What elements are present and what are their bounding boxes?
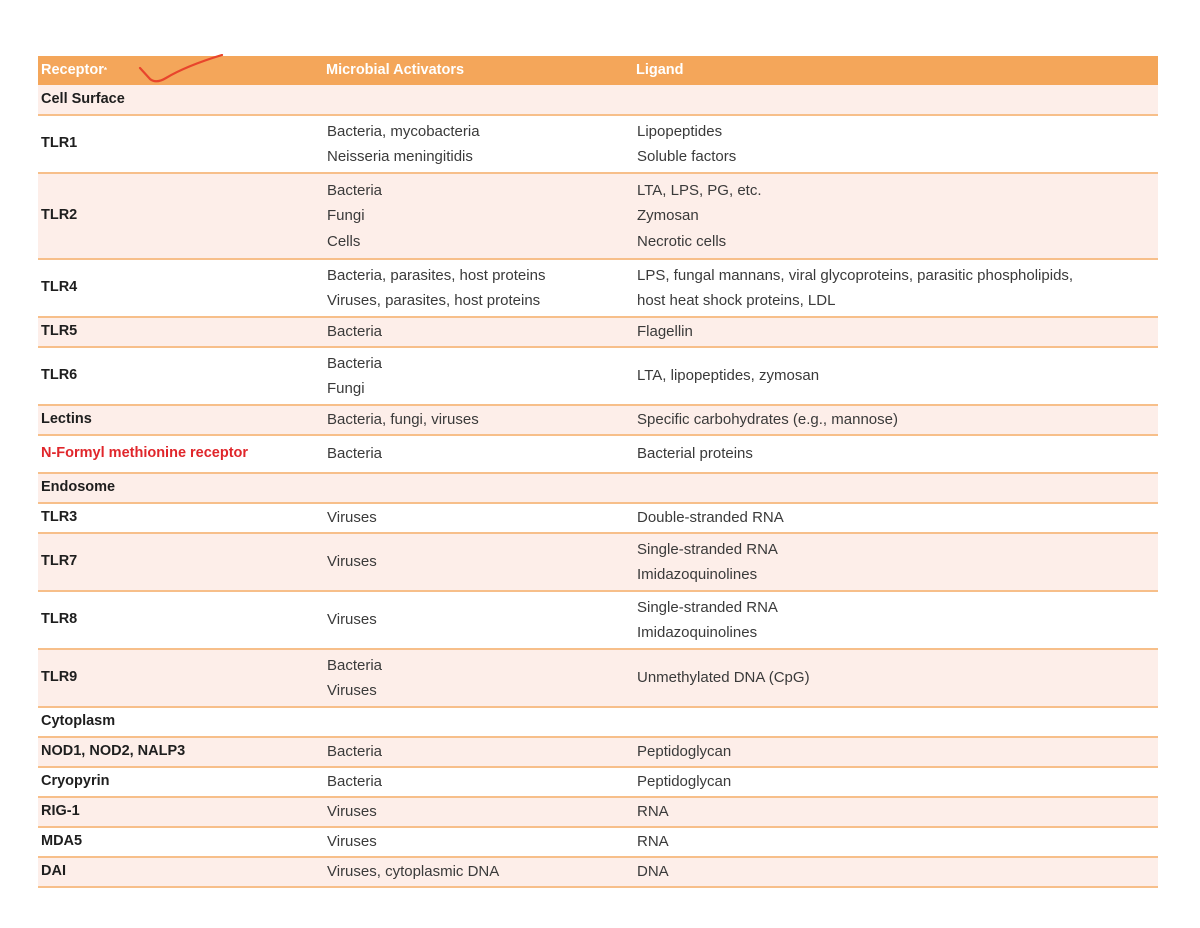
receptor-name: NOD1, NOD2, NALP3 bbox=[38, 737, 323, 767]
activator-cell bbox=[323, 797, 633, 827]
ligand-line: Peptidoglycan bbox=[637, 743, 732, 761]
ligand-line: Double-stranded RNA bbox=[637, 509, 784, 527]
ligand-line: RNA bbox=[637, 803, 669, 821]
ligand-line: Lipopeptides bbox=[637, 122, 723, 140]
ligand-line: LTA, lipopeptides, zymosan bbox=[637, 367, 820, 385]
activator-cell bbox=[323, 737, 633, 767]
ligand-line: Imidazoquinolines bbox=[637, 566, 758, 583]
ligand-cell bbox=[633, 827, 1158, 857]
ligand-cell bbox=[633, 115, 1158, 173]
receptor-name: TLR7 bbox=[38, 533, 323, 591]
ligand-line: Soluble factors bbox=[637, 148, 737, 165]
activator-cell bbox=[323, 503, 633, 533]
activator-cell bbox=[323, 347, 633, 405]
activator-cell bbox=[323, 649, 633, 707]
activator-line: Bacteria bbox=[327, 445, 383, 463]
activator-line: Viruses bbox=[327, 682, 377, 699]
activator-line: Viruses, parasites, host proteins bbox=[327, 292, 541, 309]
ligand-line: Specific carbohydrates (e.g., mannose) bbox=[637, 411, 898, 429]
table-row bbox=[38, 533, 1158, 591]
receptor-table bbox=[38, 56, 1158, 888]
receptor-name: TLR1 bbox=[38, 115, 323, 173]
receptor-name: Lectins bbox=[38, 405, 323, 435]
ligand-line: Flagellin bbox=[637, 323, 693, 341]
activator-line: Bacteria bbox=[327, 743, 383, 761]
ligand-cell bbox=[633, 405, 1158, 435]
table-row bbox=[38, 347, 1158, 405]
ligand-line: RNA bbox=[637, 833, 669, 851]
receptor-name: Cryopyrin bbox=[38, 767, 323, 797]
table-row bbox=[38, 503, 1158, 533]
ligand-line: Necrotic cells bbox=[637, 232, 727, 250]
header-receptor bbox=[38, 56, 323, 85]
ligand-line: Zymosan bbox=[637, 207, 699, 225]
activator-cell bbox=[323, 827, 633, 857]
header-ligand: Ligand bbox=[633, 56, 1158, 85]
ligand-cell bbox=[633, 533, 1158, 591]
table-row bbox=[38, 115, 1158, 173]
table-row bbox=[38, 797, 1158, 827]
section-label: Endosome bbox=[38, 473, 1158, 503]
table-header-row bbox=[38, 56, 1158, 85]
activator-cell bbox=[323, 857, 633, 887]
section-label: Cytoplasm bbox=[38, 707, 1158, 737]
ligand-cell bbox=[633, 317, 1158, 347]
ligand-line: Single-stranded RNA bbox=[637, 540, 778, 558]
table-row bbox=[38, 737, 1158, 767]
receptor-name: MDA5 bbox=[38, 827, 323, 857]
receptor-name: TLR3 bbox=[38, 503, 323, 533]
activator-cell bbox=[323, 115, 633, 173]
activator-line: Bacteria, mycobacteria bbox=[327, 122, 480, 140]
ligand-line: LPS, fungal mannans, viral glycoproteins, parasitic phospholipids, bbox=[637, 266, 1074, 284]
activator-line: Neisseria meningitidis bbox=[327, 148, 473, 165]
receptor-name: TLR5 bbox=[38, 317, 323, 347]
activator-cell bbox=[323, 767, 633, 797]
ligand-line: DNA bbox=[637, 863, 669, 881]
activator-line: Fungi bbox=[327, 380, 365, 397]
ligand-cell bbox=[633, 737, 1158, 767]
activator-line: Fungi bbox=[327, 207, 365, 225]
table-row bbox=[38, 649, 1158, 707]
section-label: Cell Surface bbox=[38, 85, 1158, 115]
ligand-line: Single-stranded RNA bbox=[637, 598, 778, 616]
activator-line: Bacteria, parasites, host proteins bbox=[327, 266, 546, 284]
activator-cell bbox=[323, 435, 633, 473]
activator-line: Cells bbox=[327, 232, 361, 250]
activator-line: Bacteria, fungi, viruses bbox=[327, 411, 479, 429]
section-row bbox=[38, 473, 1158, 503]
ligand-line: LTA, LPS, PG, etc. bbox=[637, 181, 762, 199]
ligand-cell bbox=[633, 591, 1158, 649]
table-row bbox=[38, 435, 1158, 473]
activator-line: Bacteria bbox=[327, 323, 383, 341]
table-row bbox=[38, 317, 1158, 347]
activator-cell bbox=[323, 259, 633, 317]
ligand-cell bbox=[633, 503, 1158, 533]
activator-line: Bacteria bbox=[327, 354, 383, 372]
activator-line: Viruses bbox=[327, 611, 377, 629]
table-row bbox=[38, 405, 1158, 435]
ligand-line: Bacterial proteins bbox=[637, 445, 753, 463]
receptor-name: RIG-1 bbox=[38, 797, 323, 827]
activator-cell bbox=[323, 533, 633, 591]
header-microbial-activators: Microbial Activators bbox=[323, 56, 633, 85]
receptor-name: DAI bbox=[38, 857, 323, 887]
activator-cell bbox=[323, 317, 633, 347]
activator-line: Viruses bbox=[327, 553, 377, 571]
table-body bbox=[38, 85, 1158, 887]
table-row bbox=[38, 591, 1158, 649]
table-row bbox=[38, 259, 1158, 317]
ligand-cell bbox=[633, 767, 1158, 797]
table-row bbox=[38, 857, 1158, 887]
ligand-cell bbox=[633, 797, 1158, 827]
ligand-line: Imidazoquinolines bbox=[637, 624, 758, 641]
activator-line: Viruses bbox=[327, 833, 377, 851]
section-row bbox=[38, 85, 1158, 115]
activator-line: Bacteria bbox=[327, 656, 383, 674]
receptor-name: TLR4 bbox=[38, 259, 323, 317]
activator-line: Viruses, cytoplasmic DNA bbox=[327, 863, 500, 881]
activator-line: Viruses bbox=[327, 803, 377, 821]
ligand-line: host heat shock proteins, LDL bbox=[637, 292, 836, 309]
handwritten-check-icon bbox=[136, 54, 226, 86]
table-row bbox=[38, 173, 1158, 259]
table-row bbox=[38, 827, 1158, 857]
ligand-cell bbox=[633, 857, 1158, 887]
activator-line: Viruses bbox=[327, 509, 377, 527]
ligand-cell bbox=[633, 347, 1158, 405]
activator-cell bbox=[323, 173, 633, 259]
header-receptor-label: Receptor bbox=[41, 61, 104, 78]
table-row bbox=[38, 767, 1158, 797]
receptor-name: TLR8 bbox=[38, 591, 323, 649]
activator-line: Bacteria bbox=[327, 773, 383, 791]
ligand-line: Peptidoglycan bbox=[637, 773, 732, 791]
activator-cell bbox=[323, 405, 633, 435]
ligand-cell bbox=[633, 435, 1158, 473]
activator-line: Bacteria bbox=[327, 181, 383, 199]
ligand-line: Unmethylated DNA (CpG) bbox=[637, 669, 810, 687]
receptor-name: TLR9 bbox=[38, 649, 323, 707]
ligand-cell bbox=[633, 649, 1158, 707]
receptor-name: N-Formyl methionine receptor bbox=[38, 435, 323, 473]
receptor-name: TLR6 bbox=[38, 347, 323, 405]
section-row bbox=[38, 707, 1158, 737]
receptor-name: TLR2 bbox=[38, 173, 323, 259]
activator-cell bbox=[323, 591, 633, 649]
ligand-cell bbox=[633, 173, 1158, 259]
header-superscript: * bbox=[103, 65, 107, 75]
ligand-cell bbox=[633, 259, 1158, 317]
